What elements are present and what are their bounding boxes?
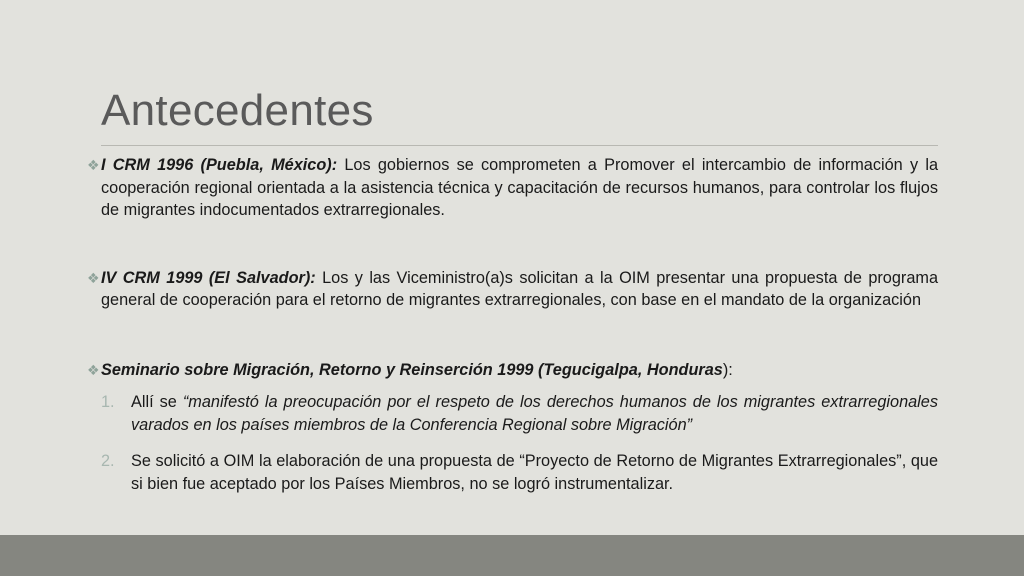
- numbered-item-1-prefix: Allí se: [131, 393, 183, 411]
- bullet-item-2-lead: IV CRM 1999 (El Salvador):: [101, 268, 316, 287]
- slide-content: [87, 154, 938, 509]
- diamond-bullet-icon: ❖: [87, 157, 100, 173]
- numbered-item-1: [101, 391, 938, 436]
- title-divider: [101, 145, 938, 146]
- numbered-item-2-number: 2.: [101, 452, 115, 470]
- numbered-item-1-number: 1.: [101, 393, 115, 411]
- bullet-item-3: [87, 359, 938, 382]
- numbered-item-1-quote: “manifestó la preocupación por el respeto de los derechos humanos de los migrantes extrarregionales varados en los países miembros de la Conferencia Regional sobre Migración”: [131, 393, 938, 434]
- numbered-item-2: [101, 450, 938, 495]
- numbered-list: [101, 391, 938, 495]
- slide-title: Antecedentes: [101, 86, 374, 135]
- footer-bar: [0, 535, 1024, 576]
- bullet-item-1-lead: I CRM 1996 (Puebla, México):: [101, 156, 338, 174]
- bullet-item-1: [87, 154, 938, 222]
- bullet-item-3-text: ):: [722, 360, 733, 379]
- bullet-item-2: [87, 267, 938, 312]
- bullet-item-3-lead: Seminario sobre Migración, Retorno y Reinserción 1999 (Tegucigalpa, Honduras: [101, 360, 723, 379]
- numbered-item-2-text: Se solicitó a OIM la elaboración de una propuesta de “Proyecto de Retorno de Migrantes Extrarregionales”, que si bien fue aceptado por los Países Miembros, no se logró instrumentalizar.: [131, 452, 938, 493]
- diamond-bullet-icon: ❖: [87, 269, 100, 286]
- bullet-item-2-text: Los y las Viceministro(a)s solicitan a la OIM presentar una propuesta de programa general de cooperación para el retorno de migrantes extrarregionales, con base en el mandato de la organización: [101, 268, 938, 309]
- diamond-bullet-icon: ❖: [87, 361, 100, 378]
- bullet-item-1-text: Los gobiernos se comprometen a Promover el intercambio de información y la cooperación regional orientada a la asistencia técnica y capacitación de recursos humanos, para controlar los flujos de migrantes indocumentados extrarregionales.: [101, 156, 938, 219]
